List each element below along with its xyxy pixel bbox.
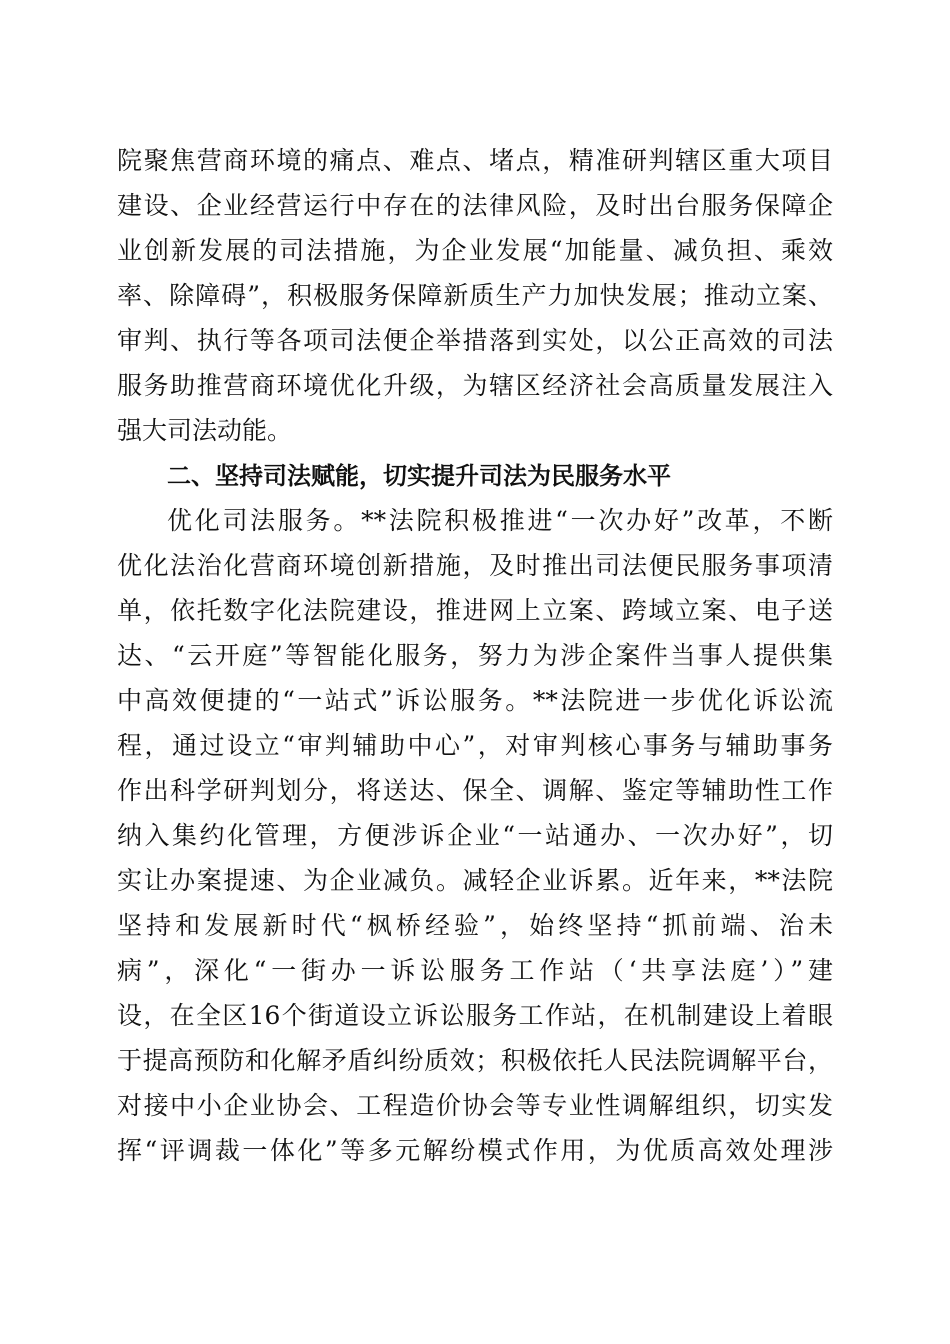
text-line: 服务助推营商环境优化升级，为辖区经济社会高质量发展注入 [117,371,833,400]
text-line: 达、“云开庭”等智能化服务，努力为涉企案件当事人提供集 [117,641,833,670]
text-line: 作出科学研判划分，将送达、保全、调解、鉴定等辅助性工作 [117,776,833,805]
text-line: 对接中小企业协会、工程造价协会等专业性调解组织，切实发 [117,1091,833,1120]
text-line: 优化法治化营商环境创新措施，及时推出司法便民服务事项清 [117,551,833,580]
text-line: 实让办案提速、为企业减负。减轻企业诉累。近年来，**法院 [117,866,833,895]
text-line: 业创新发展的司法措施，为企业发展“加能量、减负担、乘效 [117,236,833,265]
text-line: 院聚焦营商环境的痛点、难点、堵点，精准研判辖区重大项目 [117,146,833,175]
text-line: 程，通过设立“审判辅助中心”，对审判核心事务与辅助事务 [117,731,833,760]
section-heading: 二、坚持司法赋能，切实提升司法为民服务水平 [167,462,671,490]
text-line: 挥“评调裁一体化”等多元解纷模式作用，为优质高效处理涉 [117,1136,833,1165]
text-line: 病”，深化“一街办一诉讼服务工作站（‘共享法庭’）”建 [117,956,833,985]
text-line: 率、除障碍”，积极服务保障新质生产力加快发展；推动立案、 [117,281,833,310]
text-line: 坚持和发展新时代“枫桥经验”，始终坚持“抓前端、治未 [117,911,833,940]
text-line: 于提高预防和化解矛盾纠纷质效；积极依托人民法院调解平台， [117,1046,833,1075]
text-line: 强大司法动能。 [117,416,293,445]
text-line: 优化司法服务。**法院积极推进“一次办好”改革，不断 [167,506,833,535]
text-line: 单，依托数字化法院建设，推进网上立案、跨域立案、电子送 [117,596,833,625]
text-line: 设，在全区16个街道设立诉讼服务工作站，在机制建设上着眼 [117,1001,833,1030]
text-line: 建设、企业经营运行中存在的法律风险，及时出台服务保障企 [117,191,833,220]
text-line: 审判、执行等各项司法便企举措落到实处，以公正高效的司法 [117,326,833,355]
text-line: 中高效便捷的“一站式”诉讼服务。**法院进一步优化诉讼流 [117,686,833,715]
text-line: 纳入集约化管理，方便涉诉企业“一站通办、一次办好”，切 [117,821,833,850]
